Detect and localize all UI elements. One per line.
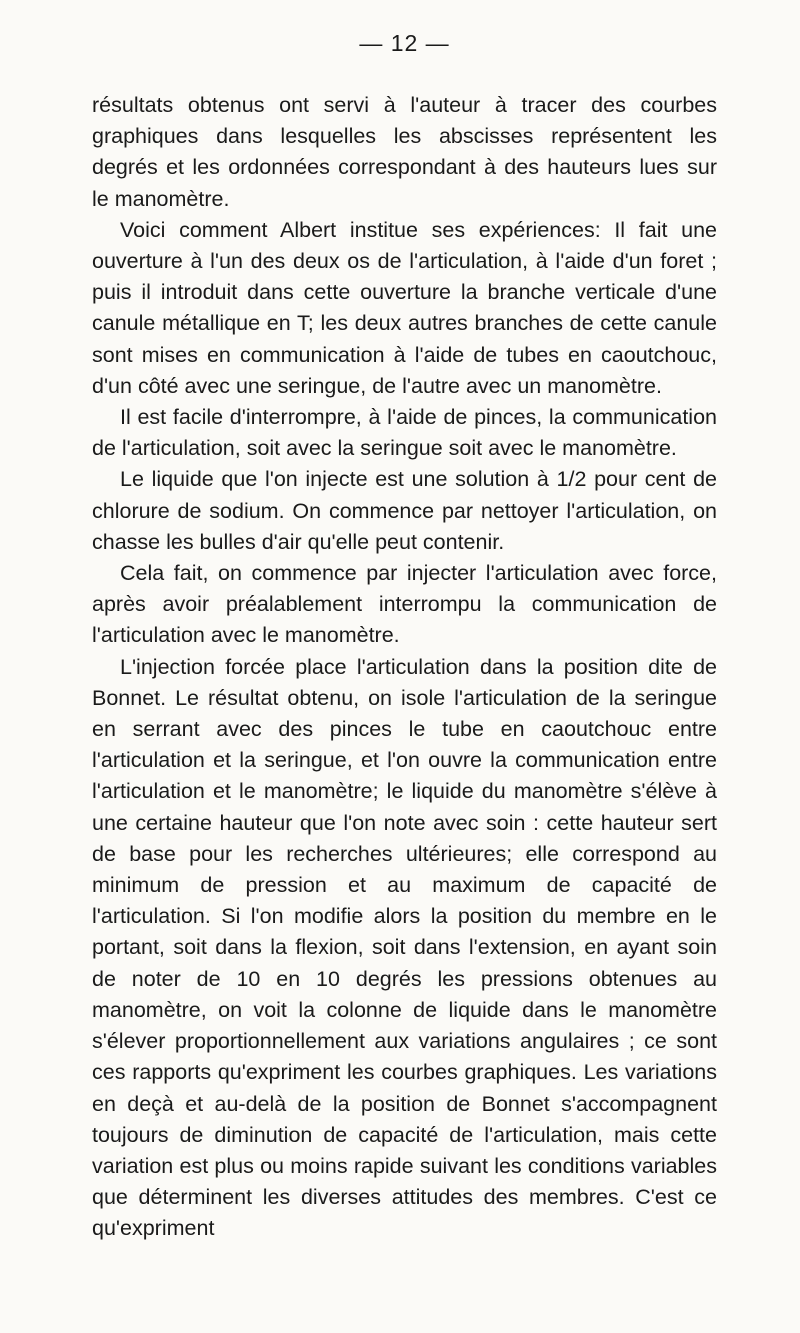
page-number: — 12 — — [359, 30, 450, 56]
paragraph-3: Il est facile d'interrompre, à l'aide de pinces, la communication de l'articulation, soit avec la seringue soit avec le manomètre. — [92, 405, 717, 461]
paragraph-1: résultats obtenus ont servi à l'auteur à tracer des courbes graphiques dans lesquelles les abscisses représentent les degrés et les ordonnées correspondant à des hauteurs lues sur le manomètre. — [92, 93, 717, 211]
document-page — [92, 28, 717, 1245]
paragraph-4: Le liquide que l'on injecte est une solution à 1/2 pour cent de chlorure de sodium. On commence par nettoyer l'articulation, on chasse les bulles d'air qu'elle peut contenir. — [92, 467, 717, 554]
paragraph-6: L'injection forcée place l'articulation dans la position dite de Bonnet. Le résultat obtenu, on isole l'articulation de la seringue en serrant avec des pinces le tube en caoutchouc entre l'articulation et la seringue, et l'on ouvre la communication entre l'articulation et le manomètre; le liquide du manomètre s'élève à une certaine hauteur que l'on note avec soin : cette hauteur sert de base pour les recherches ultérieures; elle correspond au minimum de pression et au maximum de capacité de l'articulation. Si l'on modifie alors la position du membre en le portant, soit dans la flexion, soit dans l'extension, en ayant soin de noter de 10 en 10 degrés les pressions obtenues au manomètre, on voit la colonne de liquide dans le manomètre s'élever proportionnellement aux variations angulaires ; ce sont ces rapports qu'expriment les courbes graphiques. Les variations en deçà et au-delà de la position de Bonnet s'accompagnent toujours de diminution de capacité de l'articulation, mais cette variation est plus ou moins rapide suivant les conditions variables que déterminent les diverses attitudes des membres. C'est ce qu'expriment — [92, 654, 717, 1241]
paragraph-2: Voici comment Albert institue ses expériences: Il fait une ouverture à l'un des deux os de l'articulation, à l'aide d'un foret ; puis il introduit dans cette ouverture la branche verticale d'une canule métallique en T; les deux autres branches de cette canule sont mises en communication à l'aide de tubes en caoutchouc, d'un côté avec une seringue, de l'autre avec un manomètre. — [92, 217, 717, 398]
paragraph-5: Cela fait, on commence par injecter l'articulation avec force, après avoir préalablement interrompu la communication de l'articulation avec le manomètre. — [92, 561, 717, 648]
